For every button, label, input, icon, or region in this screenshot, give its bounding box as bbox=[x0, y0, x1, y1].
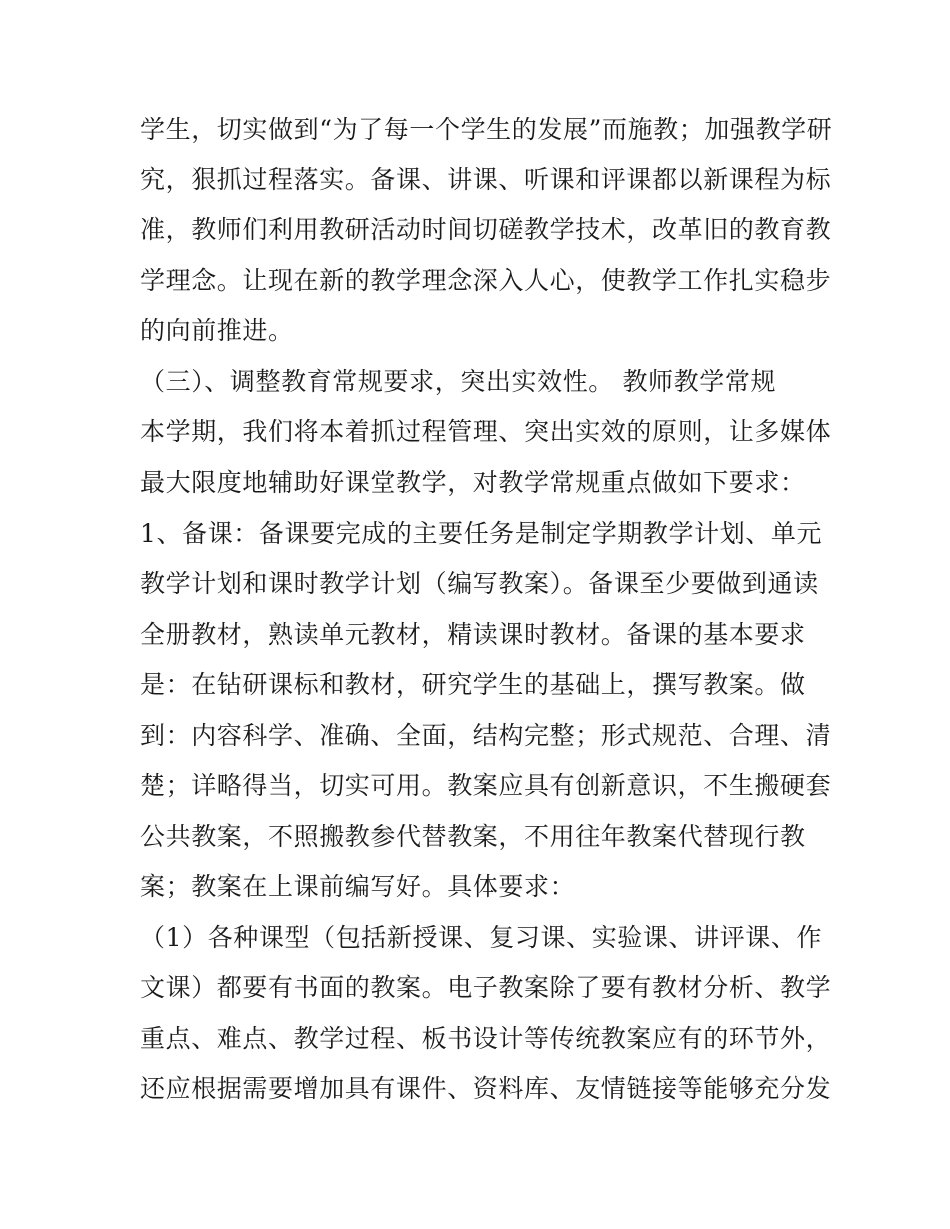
text-line: 本学期，我们将本着抓过程管理、突出实效的原则，让多媒体 bbox=[140, 417, 832, 446]
text-line: 究，狠抓过程落实。备课、讲课、听课和评课都以新课程为标 bbox=[140, 165, 832, 194]
text-line: （1）各种课型（包括新授课、复习课、实验课、讲评课、作 bbox=[140, 923, 823, 952]
text-line: 学理念。让现在新的教学理念深入人心，使教学工作扎实稳步 bbox=[140, 266, 832, 295]
text-line: 到：内容科学、准确、全面，结构完整；形式规范、合理、清 bbox=[140, 721, 832, 750]
text-line: 是：在钻研课标和教材，研究学生的基础上，撰写教案。做 bbox=[140, 670, 806, 699]
text-line: 学生，切实做到“为了每一个学生的发展”而施教；加强教学研 bbox=[140, 115, 833, 144]
text-line: 准，教师们利用教研活动时间切磋教学技术，改革旧的教育教 bbox=[140, 215, 832, 244]
text-line: 重点、难点、教学过程、板书设计等传统教案应有的环节外， bbox=[140, 1024, 832, 1053]
section-heading: （三）、调整教育常规要求，突出实效性。 教师教学常规 bbox=[140, 367, 777, 396]
text-line: 公共教案，不照搬教参代替教案，不用往年教案代替现行教 bbox=[140, 822, 806, 851]
text-line: 1、备课：备课要完成的主要任务是制定学期教学计划、单元 bbox=[140, 519, 823, 548]
text-line: 教学计划和课时教学计划（编写教案）。备课至少要做到通读 bbox=[140, 569, 819, 598]
text-line: 最大限度地辅助好课堂教学，对教学常规重点做如下要求： bbox=[140, 468, 806, 497]
text-line: 文课）都要有书面的教案。电子教案除了要有教材分析、教学 bbox=[140, 973, 832, 1002]
text-line: 楚；详略得当，切实可用。教案应具有创新意识，不生搬硬套 bbox=[140, 771, 832, 800]
text-line: 的向前推进。 bbox=[140, 316, 294, 345]
text-line: 案；教案在上课前编写好。具体要求： bbox=[140, 872, 576, 901]
text-line: 全册教材，熟读单元教材，精读课时教材。备课的基本要求 bbox=[140, 620, 806, 649]
text-line: 还应根据需要增加具有课件、资料库、友情链接等能够充分发 bbox=[140, 1074, 832, 1103]
